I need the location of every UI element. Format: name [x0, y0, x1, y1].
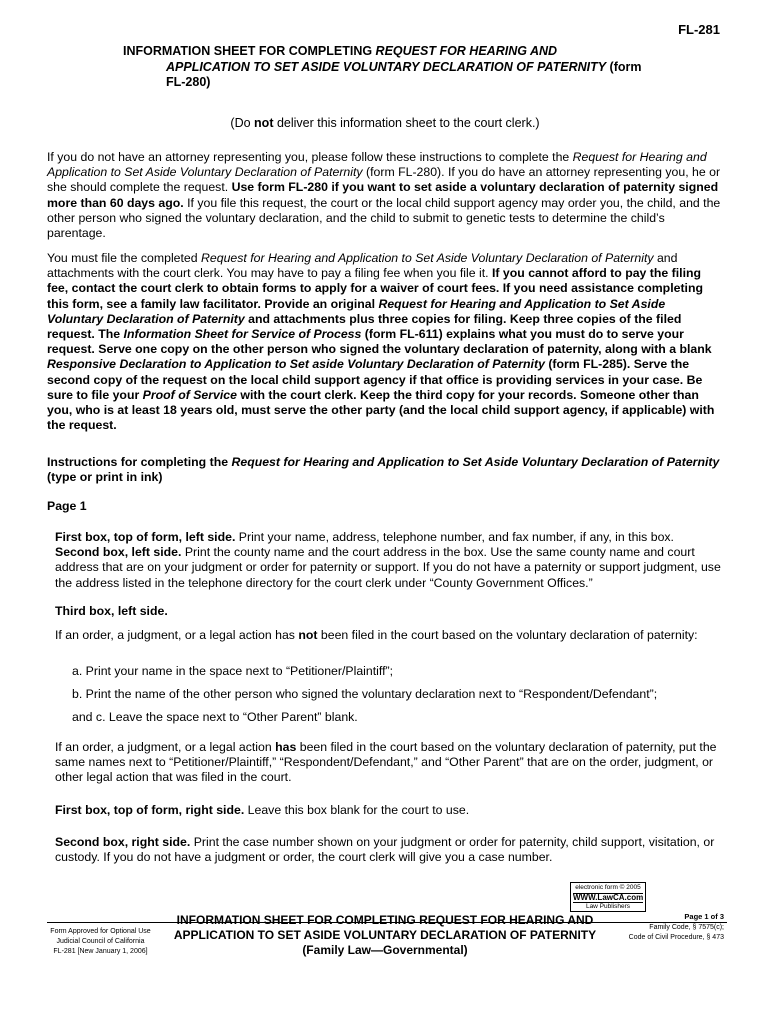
publisher-url: WWW.LawCA.com: [573, 892, 644, 902]
page-label: Page 1: [47, 499, 87, 513]
title-line-1: INFORMATION SHEET FOR COMPLETING REQUEST FOR HEARING AND: [123, 44, 558, 58]
list-item-c: and c. Leave the space next to “Other Parent” blank.: [72, 710, 358, 724]
footer-approval: Form Approved for Optional Use Judicial Council of California FL-281 [New January 1, 2006]: [50, 928, 151, 955]
document-title: [123, 44, 683, 91]
footer-citations: Page 1 of 3 Family Code, § 7575(c); Code of Civil Procedure, § 473: [612, 912, 724, 943]
second-box-right: Second box, right side. Print the case number shown on your judgment or order for paternity, child support, visitation, or custody. If you do not have a judgment or order, the court clerk will give you a case number.: [55, 835, 715, 865]
title-line-2: APPLICATION TO SET ASIDE VOLUNTARY DECLARATION OF PATERNITY (form: [166, 59, 642, 74]
form-number: FL-281: [678, 22, 720, 37]
no-filing-condition: If an order, a judgment, or a legal action has not been filed in the court based on the voluntary declaration of paternity:: [55, 628, 698, 642]
filing-paragraph: You must file the completed Request for Hearing and Application to Set Aside Voluntary Declaration of Paternity and attachments with the court clerk. You may have to pay a filing fee when you file it. If you cannot afford to pay the filing fee, contact the court clerk to obtain forms to apply for a waiver of court fees. If you need assistance completing this form, see a family law facilitator. Provide an original Request for Hearing and Application to Set Aside Voluntary Declaration of Paternity and attachments plus three copies for filing. Keep three copies of the filed request. The Information Sheet for Service of Process (form FL-611) explains what you must do to serve your request. Serve one copy on the other person who signed the voluntary declaration of paternity, along with a blank Responsive Declaration to Application to Set aside Voluntary Declaration of Paternity (form FL-285). Serve the second copy of the request on the local child support agency if that office is providing services in your case. Be sure to file your Proof of Service with the court clerk. Keep the third copy for your records. Someone other than you, who is at least 18 years old, must serve the other party (and the local child support agency, if applicable) with the request.: [47, 251, 715, 433]
list-item-b: b. Print the name of the other person who signed the voluntary declaration next to “Respondent/Defendant”;: [72, 687, 658, 701]
first-box-left: First box, top of form, left side. Print your name, address, telephone number, and fax number, if any, in this box.: [55, 530, 674, 544]
second-box-left: Second box, left side. Print the county name and the court address in the box. Use the same county name and court address that are on your judgment or order for paternity or support. If you do not have a paternity or support judgment, use the address listed in the telephone directory for the court clerk under “County Government Offices.”: [55, 545, 721, 590]
third-box-left-heading: Third box, left side.: [55, 604, 168, 618]
title-line-3: FL-280): [166, 75, 211, 89]
list-item-a: a. Print your name in the space next to “Petitioner/Plaintiff”;: [72, 664, 394, 678]
footer-title: INFORMATION SHEET FOR COMPLETING REQUEST FOR HEARING AND APPLICATION TO SET ASIDE VOLUNTARY DECLARATION OF PATERNITY (Family Law—Governmental): [150, 913, 620, 958]
left-boxes-instructions: [55, 530, 723, 591]
intro-paragraph: If you do not have an attorney representing you, please follow these instructions to complete the Request for Hearing and Application to Set Aside Voluntary Declaration of Paternity (form FL-280). If you do have an attorney representing you, he or she should complete the request. Use form FL-280 if you want to set aside a voluntary declaration of paternity signed more than 60 days ago. If you file this request, the court or the local child support agency may order you, the child, and the other person who signed the voluntary declaration, and the child to submit to genetic tests to determine the child’s parentage.: [47, 150, 721, 241]
publisher-stamp: electronic form © 2005 WWW.LawCA.com Law Publishers: [570, 882, 646, 912]
delivery-note: (Do not deliver this information sheet to the court clerk.): [230, 116, 540, 130]
page-number: Page 1 of 3: [684, 912, 724, 921]
first-box-right: First box, top of form, right side. Leave this box blank for the court to use.: [55, 803, 470, 817]
instructions-heading: Instructions for completing the Request for Hearing and Application to Set Aside Voluntary Declaration of Paternity (type or print in ink): [47, 455, 720, 485]
filed-condition: If an order, a judgment, or a legal action has been filed in the court based on the voluntary declaration of paternity, put the same names next to “Petitioner/Plaintiff,” “Respondent/Defendant,” and “Other Parent” that are on the order, judgment, or other legal action that was filed in the court.: [55, 740, 717, 785]
